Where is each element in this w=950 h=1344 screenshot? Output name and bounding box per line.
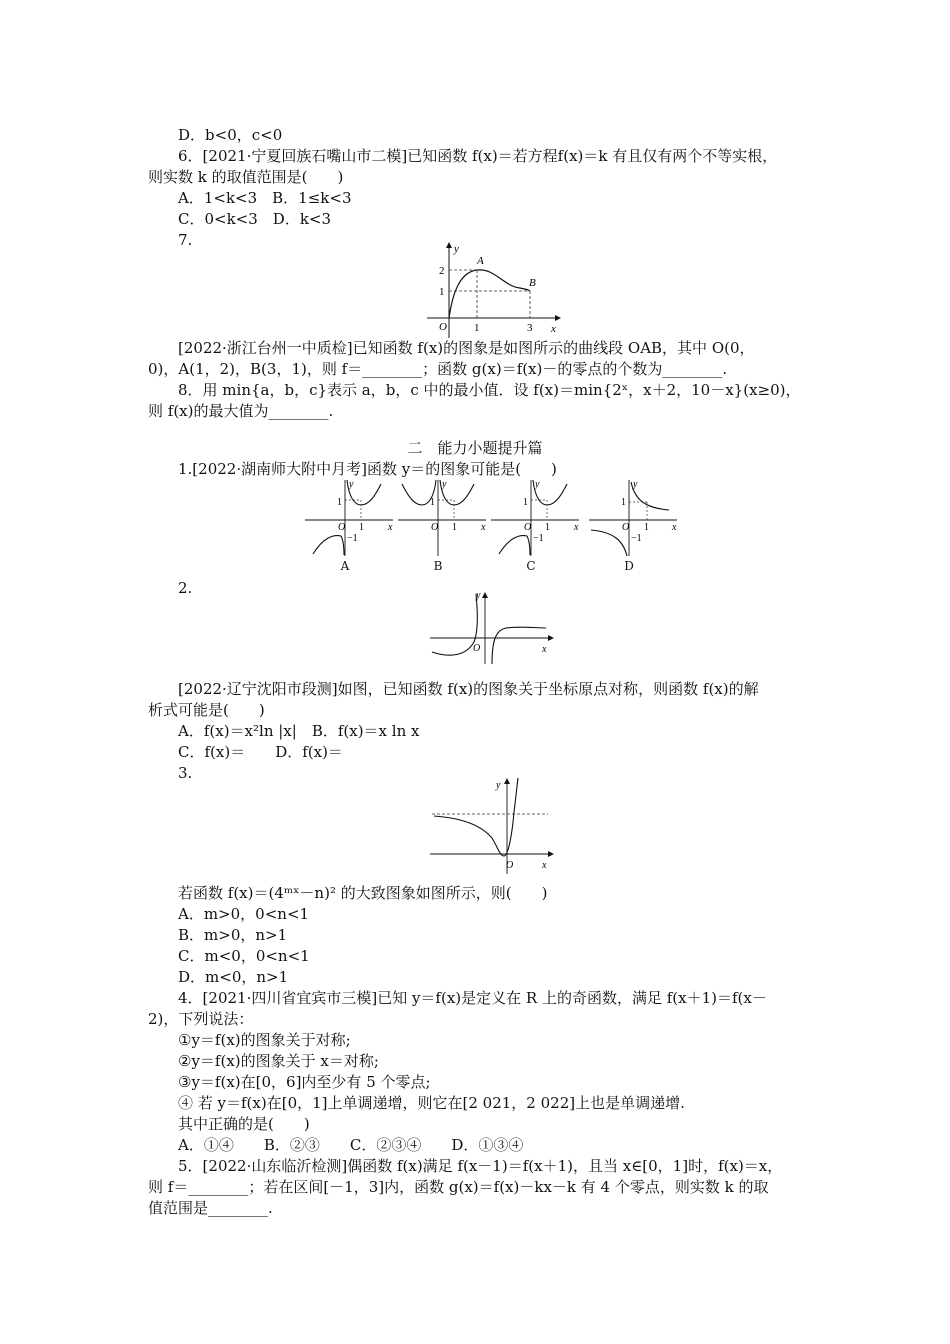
c-one: 1	[523, 497, 528, 508]
p4-question: 其中正确的是( )	[178, 1115, 310, 1133]
a-one: 1	[337, 497, 342, 508]
p2-options-ab: A．f(x)＝x²ln |x| B．f(x)＝x ln x	[178, 722, 420, 740]
q6-stem: 6．[2021·宁夏回族石嘴山市二模]已知函数 f(x)＝若方程f(x)＝k 有且仅有两个不等实根，	[178, 147, 778, 165]
d-one: 1	[621, 497, 626, 508]
q8-stem-cont: 则 f(x)的最大值为________.	[148, 402, 334, 420]
p3-option-d: D．m<0，n>1	[178, 968, 289, 986]
d-x1: 1	[644, 522, 649, 533]
p5-stem-end: 值范围是________.	[148, 1199, 273, 1217]
p2-o: O	[473, 643, 481, 654]
c-x: x	[574, 522, 579, 533]
p2-y: y	[476, 590, 481, 601]
p1-graph-b	[398, 478, 488, 558]
c-x1: 1	[545, 522, 550, 533]
p3-y: y	[496, 780, 501, 791]
p4-stem: 4．[2021·四川省宜宾市三模]已知 y＝f(x)是定义在 R 上的奇函数，满足 f(x＋1)＝f(x－	[178, 989, 767, 1007]
q8-stem: 8．用 min{a，b，c}表示 a，b，c 中的最小值．设 f(x)＝min{2ˣ，x＋2，10－x}(x≥0)，	[178, 381, 801, 399]
d-neg1: −1	[631, 533, 642, 544]
p1-label-b: B	[433, 559, 443, 573]
fig7-tick-1: 1	[439, 286, 445, 298]
fig7-point-a: A	[477, 255, 484, 267]
fig7-tick-x1: 1	[474, 322, 480, 334]
p3-graph	[430, 776, 560, 876]
option-d-prev: D．b<0，c<0	[178, 126, 283, 144]
p1-graph-d	[589, 478, 679, 558]
p3-x: x	[542, 860, 547, 871]
q7-stem: [2022·浙江台州一中质检]已知函数 f(x)的图象是如图所示的曲线段 OAB，其中 O(0，	[178, 339, 755, 357]
d-o: O	[622, 522, 630, 533]
p4-claim-2: ②y＝f(x)的图象关于 x＝对称;	[178, 1052, 379, 1070]
p1-graph-c	[491, 478, 581, 558]
p2-options-cd: C．f(x)＝ D．f(x)＝	[178, 743, 343, 761]
a-y: y	[349, 479, 354, 490]
p1-stem: 1.[2022·湖南师大附中月考]函数 y＝的图象可能是( )	[178, 460, 557, 478]
fig7-point-b: B	[529, 277, 536, 289]
p3-option-c: C．m<0，0<n<1	[178, 947, 310, 965]
p1-graph-a	[305, 478, 395, 558]
q7-graph	[425, 240, 565, 340]
p1-label-d: D	[624, 559, 634, 573]
a-x1: 1	[359, 522, 364, 533]
p3-option-a: A．m>0，0<n<1	[178, 905, 310, 923]
fig7-origin: O	[439, 321, 447, 333]
p1-label-a: A	[340, 559, 350, 573]
a-x: x	[388, 522, 393, 533]
a-o: O	[338, 522, 346, 533]
p3-number: 3.	[178, 764, 193, 782]
c-neg1: −1	[533, 533, 544, 544]
p3-option-b: B．m>0，n>1	[178, 926, 288, 944]
c-o: O	[524, 522, 532, 533]
p4-claim-3: ③y＝f(x)在[0，6]内至少有 5 个零点;	[178, 1073, 431, 1091]
p2-stem: [2022·辽宁沈阳市段测]如图，已知函数 f(x)的图象关于坐标原点对称，则函数 f(x)的解	[178, 680, 759, 698]
p2-x: x	[542, 644, 547, 655]
p2-stem-cont: 析式可能是( )	[148, 701, 265, 719]
p4-stem-cont: 2)，下列说法：	[148, 1010, 254, 1028]
a-neg1: −1	[347, 533, 358, 544]
p4-options: A．①④ B．②③ C．②③④ D．①③④	[178, 1136, 524, 1154]
q7-number: 7.	[178, 231, 193, 249]
q6-options-cd: C．0<k<3 D．k<3	[178, 210, 332, 228]
d-y: y	[633, 479, 638, 490]
fig7-x-label: x	[551, 323, 556, 335]
p2-graph	[430, 590, 560, 665]
p4-claim-1: ①y＝f(x)的图象关于对称;	[178, 1031, 351, 1049]
section-title: 二 能力小题提升篇	[407, 439, 543, 457]
b-one: 1	[430, 497, 435, 508]
p2-number: 2.	[178, 579, 193, 597]
p5-stem-cont: 则 f＝________；若在区间[－1，3]内，函数 g(x)＝f(x)－kx－k 有 4 个零点，则实数 k 的取	[148, 1178, 769, 1196]
b-o: O	[431, 522, 439, 533]
c-y: y	[535, 479, 540, 490]
q7-stem-cont: 0)，A(1，2)，B(3，1)，则 f＝________；函数 g(x)＝f(x)－的零点的个数为________.	[148, 360, 728, 378]
q6-stem-cont: 则实数 k 的取值范围是( )	[148, 168, 344, 186]
p1-label-c: C	[526, 559, 536, 573]
fig7-tick-2: 2	[439, 265, 445, 277]
b-x1: 1	[452, 522, 457, 533]
p3-o: O	[506, 860, 514, 871]
p5-stem: 5．[2022·山东临沂检测]偶函数 f(x)满足 f(x－1)＝f(x＋1)，且当 x∈[0，1]时，f(x)＝x，	[178, 1157, 783, 1175]
fig7-tick-x3: 3	[527, 322, 533, 334]
d-x: x	[672, 522, 677, 533]
p4-claim-4: ④ 若 y＝f(x)在[0，1]上单调递增，则它在[2 021，2 022]上也是单调递增.	[178, 1094, 685, 1112]
p3-stem: 若函数 f(x)＝(4ᵐˣ－n)² 的大致图象如图所示，则( )	[178, 884, 548, 902]
b-x: x	[481, 522, 486, 533]
fig7-y-label: y	[454, 243, 459, 255]
q6-options-ab: A．1<k<3 B．1≤k<3	[178, 189, 352, 207]
b-y: y	[442, 479, 447, 490]
